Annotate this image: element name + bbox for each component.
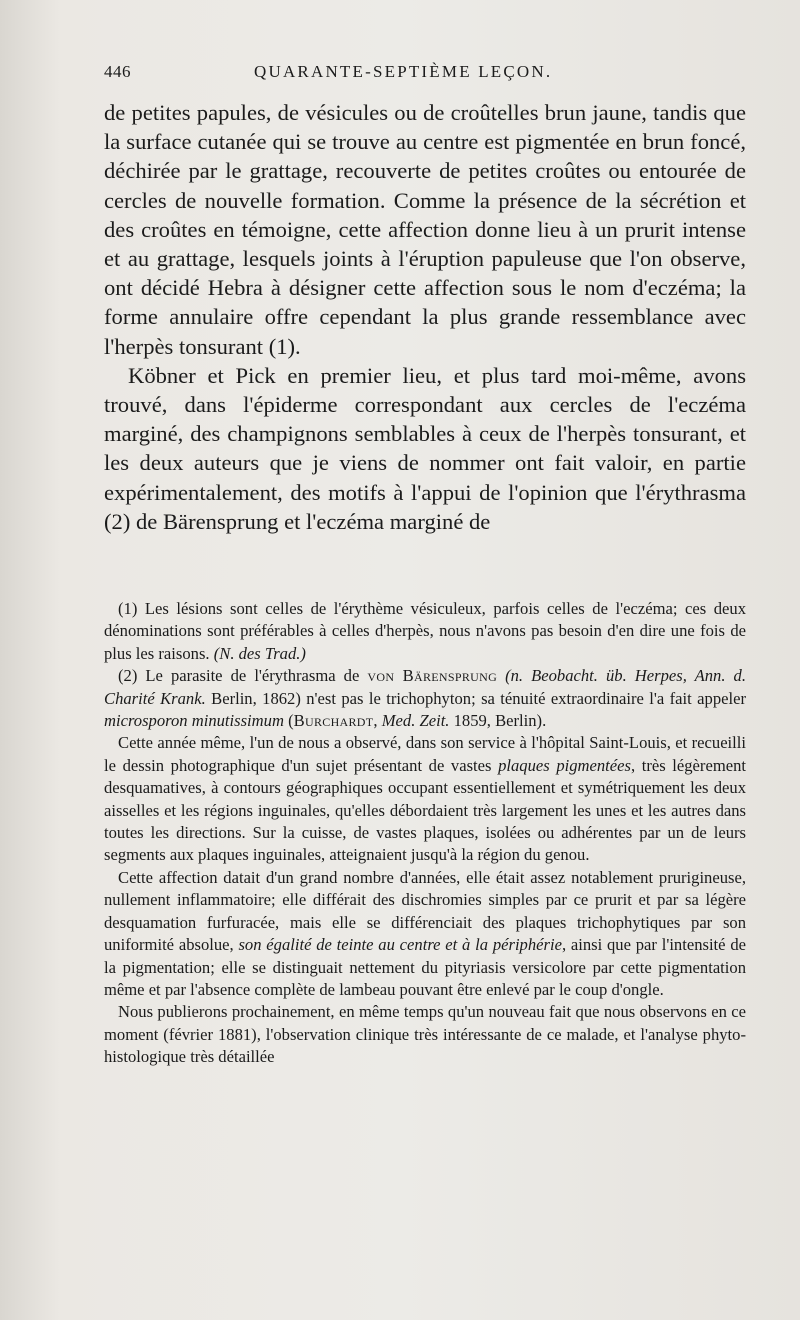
- footnote-2-species: microsporon minutissimum: [104, 711, 284, 731]
- running-head: QUARANTE-SEPTIÈME LEÇON.: [254, 62, 553, 81]
- footnote-2: [104, 665, 746, 732]
- paragraph-1: de petites papules, de vésicules ou de croûtelles brun jaune, tandis que la surface cutanée qui se trouve au centre est pigmentée en brun foncé, déchirée par le grattage, recouverte de petites croûtes ou entourée de cercles de nouvelle formation. Comme la présence de la sécrétion et des croûtes en témoigne, cette affection donne lieu à un prurit intense et au grattage, lesquels joints à l'éruption papuleuse que l'on observe, ont décidé Hebra à désigner cette affection sous le nom d'eczéma; la forme annulaire offre cependant la plus grande ressemblance avec l'herpès tonsurant (1).: [104, 100, 746, 359]
- page-number: 446: [104, 62, 131, 81]
- footnote-1-text: (1) Les lésions sont celles de l'érythème vésiculeux, parfois celles de l'eczéma; ces deux dénominations sont préférables à celles d'herpès, nous n'avons pas besoin d'en dire une fois de plus les raisons.: [104, 599, 746, 663]
- footnote-3-text-a: Cette année même, l'un de nous a observé, dans son service à l'hôpital Saint-Louis, et recueilli le dessin photographique d'un sujet présentant de vastes: [104, 733, 746, 775]
- footnote-4-text-a: Cette affection datait d'un grand nombre d'années, elle était assez notablement prurigineuse, nullement inflammatoire; elle différait des dischromies simples par ce prurit et par sa légère desquamation furfuracée, mais elle se différenciait des plaques trichophytiques par son uniformité absolue,: [104, 867, 746, 955]
- footnote-paragraph-4: [104, 867, 746, 1001]
- paragraph-2: Köbner et Pick en premier lieu, et plus tard moi-même, avons trouvé, dans l'épiderme correspondant aux cercles de l'eczéma marginé, des champignons semblables à ceux de l'herpès tonsurant, et les deux auteurs que je viens de nommer ont fait valoir, en partie expérimentalement, des motifs à l'appui de l'opinion que l'érythrasma (2) de Bärensprung et l'eczéma marginé de: [104, 362, 746, 534]
- footnote-paragraph-5: Nous publierons prochainement, en même temps qu'un nouveau fait que nous observons en ce moment (février 1881), l'observation clinique très intéressante de ce malade, et l'analyse phyto-histologique très détaillée: [104, 1002, 746, 1067]
- footnote-4-text-b: , ainsi que par l'intensité de la pigmentation; elle se distinguait nettement du pityriasis versicolore par cette pigmentation même et par l'absence complète de lambeau pouvant être enlevé par le coup d'ongle.: [104, 935, 746, 999]
- footnote-2-text-e: 1859, Berlin).: [449, 711, 547, 731]
- footnote-1: [104, 598, 746, 665]
- footnote-2-journal: Med. Zeit.: [381, 711, 450, 731]
- footnote-1-attribution: (N. des Trad.): [213, 643, 306, 663]
- footnote-2-text-a: (2) Le parasite de l'érythrasma de: [118, 666, 368, 686]
- footnote-2-text-d: ,: [373, 711, 382, 731]
- footnote-2-author-2: Burchardt: [293, 711, 374, 731]
- footnote-3-text-b: , très légèrement desquamatives, à contours géographiques occupant essentiellement et symétriquement les deux aisselles et les régions inguinales, qu'elles débordaient très largement les unes et les autres dans toutes les directions. Sur la cuisse, de vastes plaques, isolées ou adhérentes par un de leurs segments aux plaques inguinales, atteignaient jusqu'à la région du genou.: [104, 755, 746, 865]
- footnote-4-emphasis: son égalité de teinte au centre et à la périphérie: [238, 935, 562, 955]
- footnote-2-author: von Bärensprung: [367, 666, 498, 686]
- footnotes: [104, 598, 746, 1069]
- footnote-paragraph-3: [104, 732, 746, 866]
- footnote-2-reference: (n. Beobacht. üb. Herpes, Ann. d. Charité Krank.: [104, 666, 746, 708]
- page-header: [104, 62, 744, 92]
- footnote-2-text-c: (: [283, 711, 294, 731]
- main-text: [104, 98, 746, 536]
- footnote-3-emphasis: plaques pigmentées: [498, 755, 631, 775]
- footnote-2-text-b: Berlin, 1862) n'est pas le trichophyton; sa ténuité extraordinaire l'a fait appeler: [205, 688, 746, 708]
